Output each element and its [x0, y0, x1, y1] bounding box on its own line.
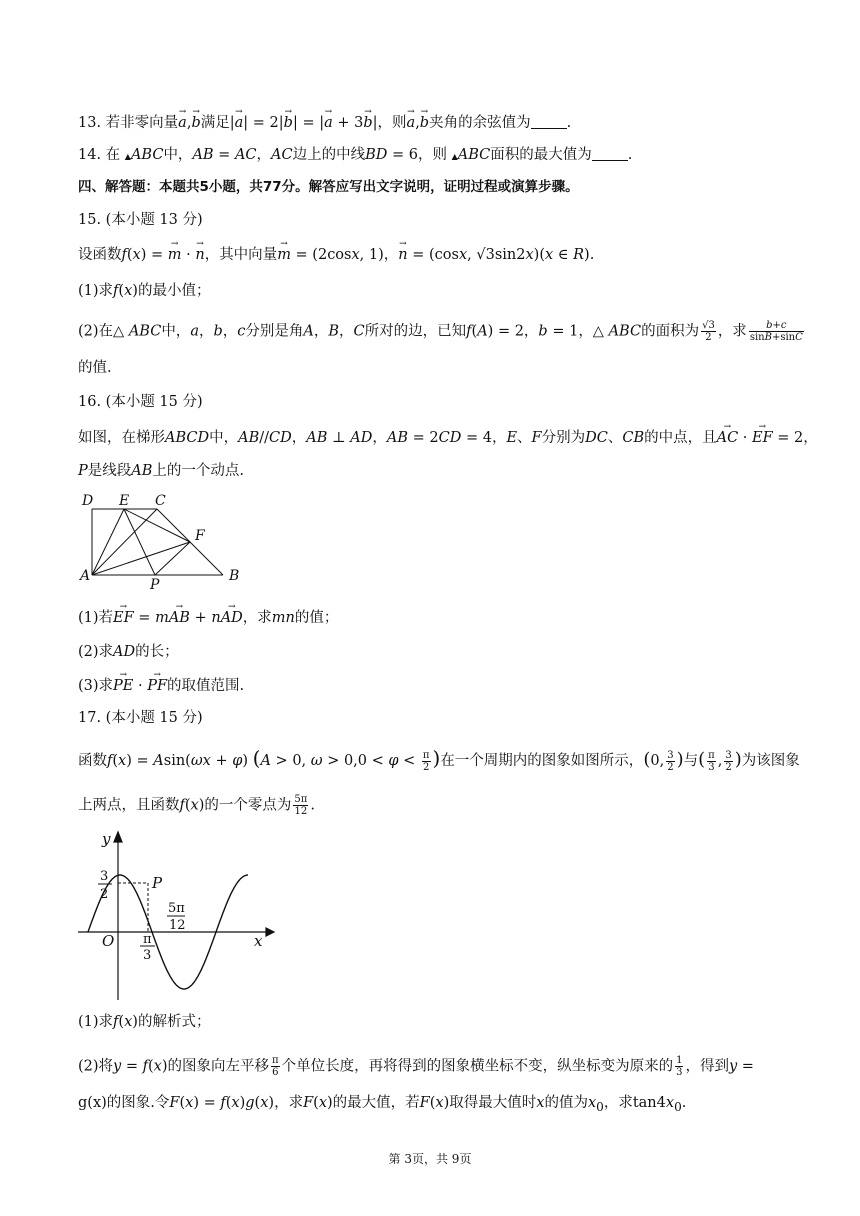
q17-header: 17. (本小题 15 分) [78, 710, 203, 726]
q17-part2: (2)将y = f(x)的图象向左平移 $\frac{\pi}{6}$ 个单位长度，再将得到的图象横坐标不变，纵坐标变为原来的 $\frac{1}{3}$ ，得到y = [78, 1055, 754, 1078]
x-tick1-den: 3 [143, 948, 152, 963]
answer-blank [531, 114, 567, 129]
trapezoid-figure [78, 492, 248, 592]
label-F: F [195, 528, 205, 544]
segment-EF [124, 509, 190, 542]
axis-x-label: x [254, 932, 263, 950]
x-axis-arrow [266, 928, 274, 936]
q16-header: 16. (本小题 15 分) [78, 394, 203, 410]
label-E: E [119, 493, 130, 509]
answer-blank [592, 146, 628, 161]
y-tick-num: 3 [100, 869, 109, 884]
x-tick1-num: π [143, 932, 152, 947]
point-P-label: P [152, 874, 163, 892]
label-B: B [229, 568, 240, 584]
segment-AC [92, 509, 157, 575]
q15-part2: (2)在△ ABC中，a，b，c分别是角A，B，C所对的边，已知f(A) = 2，b = 1，△ ABC的面积为 $\frac{√3}{2}$ ，求 $\frac{b+c}{\sin B+\sin C}$ [78, 320, 803, 343]
q17-part2-cont: g(x)的图象.令F(x) = f(x)g(x)，求F(x)的最大值，若F(x)取得最大值时x的值为$x_0$，求$\tan 4x_0$. [78, 1095, 687, 1114]
section-heading: 四、解答题：本题共5小题，共77分。解答应写出文字说明，证明过程或演算步骤。 [78, 179, 579, 195]
q16-intro-2: P是线段AB上的一个动点. [78, 463, 245, 479]
sine-graph [76, 826, 276, 1006]
x-tick2-num: 5π [168, 901, 185, 916]
q15-intro: 设函数f(x) = → m · → n，其中向量→ m = (2cosx, 1)，→ n = (cosx, √3sin2x)(x ∈ R). [78, 245, 594, 265]
q15-part1: (1)求f(x)的最小值； [78, 283, 211, 299]
y-axis-arrow [114, 832, 122, 842]
q13-text: 13. 若非零向量→ a,→ b满足|→ a| = 2|→ b| = |→ a + 3→ b|，则→ a,→ b夹角的余弦值为 . [78, 113, 571, 133]
y-tick-den: 2 [100, 887, 109, 902]
q16-part2: (2)求AD的长； [78, 644, 179, 660]
q17-intro: 函数f(x) = Asin(ωx + φ) (A > 0, ω > 0,0 < φ < $\frac{\pi}{2}$ )在一个周期内的图象如图所示，(0, $\frac{3}{2}$ )与( $\frac{\pi}{3}$ , $\frac{3}{2}$ )为该图象 [78, 746, 800, 773]
q15-header: 15. (本小题 13 分) [78, 212, 203, 228]
page-footer: 第 3页，共 9页 [388, 1152, 472, 1166]
label-P: P [150, 577, 160, 592]
segment-AE [92, 509, 124, 575]
q14-text: 14. 在 ▲ABC中，AB = AC，AC边上的中线BD = 6，则 ▲ABC面积的最大值为 . [78, 147, 633, 163]
q17-intro-2: 上两点，且函数f(x)的一个零点为 $\frac{5\pi}{12}$ . [78, 794, 315, 817]
q16-part3: (3)求→ PE · → PF的取值范围. [78, 676, 244, 696]
x-tick2-den: 12 [169, 918, 186, 933]
q16-part1: (1)若→ EF = m→ AB + n→ AD，求mn的值； [78, 608, 338, 628]
label-C: C [155, 493, 166, 509]
segment-EP [124, 509, 155, 575]
q16-intro: 如图，在梯形ABCD中，AB//CD，AB ⊥ AD，AB = 2CD = 4，E、F分别为DC、CB的中点，且→ AC · → EF = 2， [78, 428, 818, 448]
segment-PF [155, 542, 190, 575]
q15-part2-tail: 的值. [78, 360, 112, 376]
q17-part1: (1)求f(x)的解析式； [78, 1014, 211, 1030]
label-A: A [80, 568, 91, 584]
label-D: D [82, 493, 94, 509]
axis-y-label: y [102, 830, 111, 848]
origin-label: O [102, 932, 115, 950]
segment-AF [92, 542, 190, 575]
